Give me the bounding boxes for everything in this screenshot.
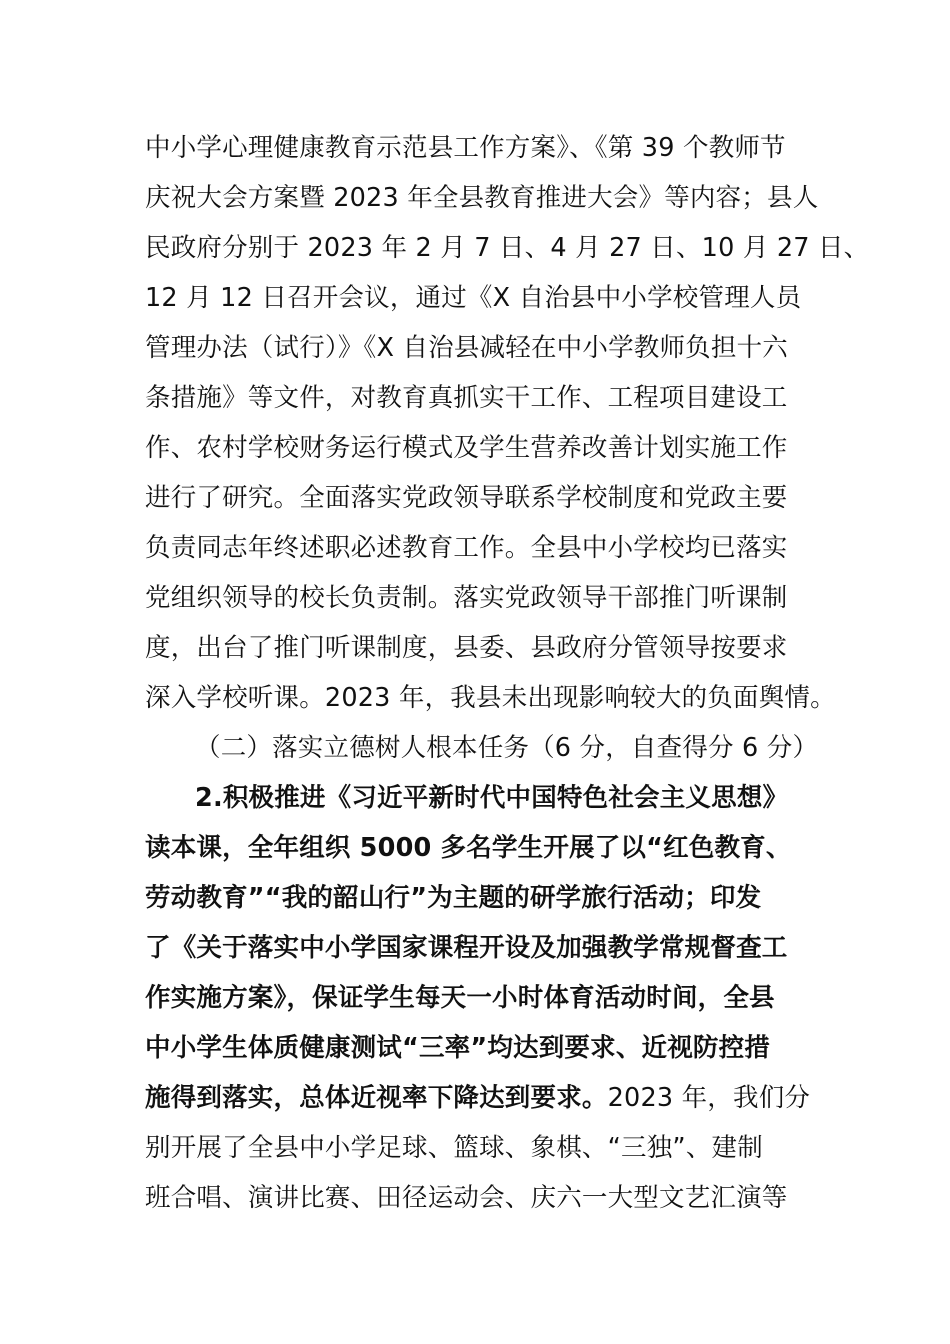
body-text-line: 庆祝大会方案暨 2023 年全县教育推进大会》等内容；县人 [145,183,819,213]
body-text-line: 深入学校听课。2023 年，我县未出现影响较大的负面舆情。 [145,683,836,713]
bold-paragraph-line: 劳动教育”“我的韶山行”为主题的研学旅行活动；印发 [145,883,762,913]
mixed-line-normal-part: 2023 年，我们分 [607,1083,811,1113]
body-text-line: 条措施》等文件，对教育真抓实干工作、工程项目建设工 [145,383,788,413]
body-text-line: 中小学心理健康教育示范县工作方案》、《第 39 个教师节 [145,133,786,163]
bold-paragraph-line: 2.积极推进《习近平新时代中国特色社会主义思想》 [195,783,789,813]
body-text-line: 管理办法（试行）》《X 自治县减轻在中小学教师负担十六 [145,333,788,363]
mixed-text-line [145,1081,810,1115]
body-text-line: 作、农村学校财务运行模式及学生营养改善计划实施工作 [145,433,788,463]
body-text-line: 负责同志年终述职必述教育工作。全县中小学校均已落实 [145,533,788,563]
bold-paragraph-line: 作实施方案》，保证学生每天一小时体育活动时间，全县 [145,983,775,1013]
body-text-line: 12 月 12 日召开会议，通过《X 自治县中小学校管理人员 [145,283,802,313]
body-text-line: 别开展了全县中小学足球、篮球、象棋、“三独”、建制 [145,1133,763,1163]
bold-paragraph-line: 中小学生体质健康测试“三率”均达到要求、近视防控措 [145,1033,771,1063]
body-text-line: 度，出台了推门听课制度，县委、县政府分管领导按要求 [145,633,788,663]
body-text-line: 民政府分别于 2023 年 2 月 7 日、4 月 27 日、10 月 27 日、 [145,233,870,263]
bold-paragraph-line: 了《关于落实中小学国家课程开设及加强教学常规督查工 [145,933,788,963]
bold-paragraph-line: 读本课，全年组织 5000 多名学生开展了以“红色教育、 [145,833,792,863]
body-text-line: 班合唱、演讲比赛、田径运动会、庆六一大型文艺汇演等 [145,1183,788,1213]
body-text-line: 进行了研究。全面落实党政领导联系学校制度和党政主要 [145,483,788,513]
section-heading: （二）落实立德树人根本任务（6 分，自查得分 6 分） [195,733,819,763]
body-text-line: 党组织领导的校长负责制。落实党政领导干部推门听课制 [145,583,788,613]
mixed-line-bold-part: 施得到落实，总体近视率下降达到要求。 [145,1083,608,1113]
